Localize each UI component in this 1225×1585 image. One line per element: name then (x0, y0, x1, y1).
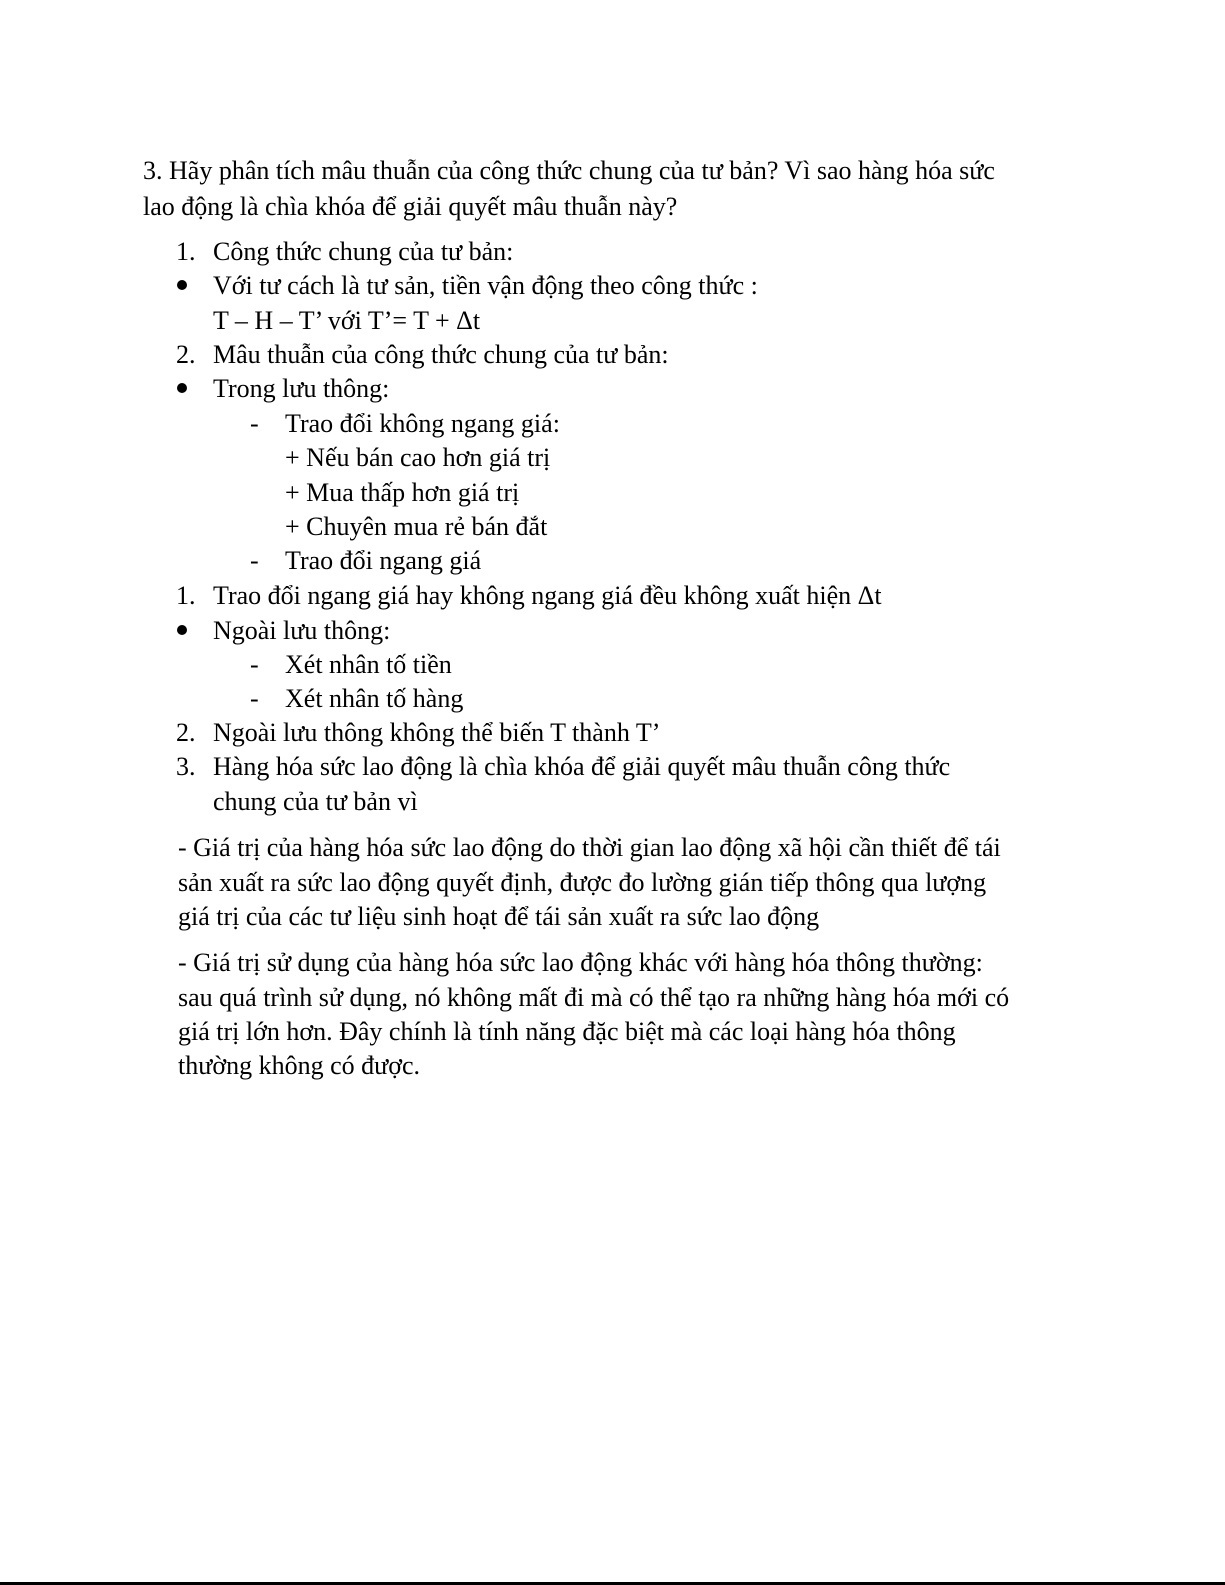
sub-item-equal-exchange: Trao đổi ngang giá (285, 546, 482, 575)
list-item-outside-circulation: Ngoài lưu thông: (213, 616, 391, 645)
paragraph-value-line-2: sản xuất ra sức lao động quyết định, được đo lường gián tiếp thông qua lượng (178, 868, 987, 897)
list-item-formula-heading: Công thức chung của tư bản: (213, 237, 514, 266)
list-item-labor-key-line-2: chung của tư bản vì (213, 787, 418, 816)
sub-point-sell-high: + Nếu bán cao hơn giá trị (285, 443, 551, 472)
bullet-icon (177, 625, 187, 635)
list-item-no-surplus: Trao đổi ngang giá hay không ngang giá đều không xuất hiện Δt (213, 581, 882, 610)
dash-marker: - (250, 684, 259, 713)
paragraph-value-line-1: - Giá trị của hàng hóa sức lao động do thời gian lao động xã hội cần thiết để tái (178, 833, 1001, 862)
bullet-icon (177, 280, 187, 290)
sub-point-buy-cheap-sell-dear: + Chuyên mua rẻ bán đắt (285, 512, 548, 541)
paragraph-use-value-line-4: thường không có được. (178, 1051, 420, 1080)
dash-marker: - (250, 409, 259, 438)
formula-text: T – H – T’ với T’= T + Δt (213, 306, 481, 335)
question-line-2: lao động là chìa khóa để giải quyết mâu thuẫn này? (143, 192, 678, 221)
list-item-contradiction-heading: Mâu thuẫn của công thức chung của tư bản: (213, 340, 669, 369)
list-number-2: 2. (176, 340, 196, 369)
bullet-icon (177, 383, 187, 393)
paragraph-use-value-line-2: sau quá trình sử dụng, nó không mất đi mà có thể tạo ra những hàng hóa mới có (178, 983, 1010, 1012)
list-number-1: 1. (176, 581, 196, 610)
paragraph-value-line-3: giá trị của các tư liệu sinh hoạt để tái sản xuất ra sức lao động (178, 902, 820, 931)
paragraph-use-value-line-1: - Giá trị sử dụng của hàng hóa sức lao động khác với hàng hóa thông thường: (178, 948, 983, 977)
list-item-cannot-transform: Ngoài lưu thông không thể biến T thành T’ (213, 718, 661, 747)
question-line-1: 3. Hãy phân tích mâu thuẫn của công thức chung của tư bản? Vì sao hàng hóa sức (143, 156, 995, 185)
dash-marker: - (250, 650, 259, 679)
list-number-2: 2. (176, 718, 196, 747)
list-number-3: 3. (176, 752, 196, 781)
list-item-formula-desc: Với tư cách là tư sản, tiền vận động theo công thức : (213, 271, 758, 300)
dash-marker: - (250, 546, 259, 575)
sub-item-goods-factor: Xét nhân tố hàng (285, 684, 464, 713)
sub-point-buy-low: + Mua thấp hơn giá trị (285, 478, 520, 507)
paragraph-use-value-line-3: giá trị lớn hơn. Đây chính là tính năng đặc biệt mà các loại hàng hóa thông (178, 1017, 956, 1046)
list-item-in-circulation: Trong lưu thông: (213, 374, 390, 403)
sub-item-unequal-exchange: Trao đổi không ngang giá: (285, 409, 560, 438)
list-item-labor-key-line-1: Hàng hóa sức lao động là chìa khóa để giải quyết mâu thuẫn công thức (213, 752, 951, 781)
list-number-1: 1. (176, 237, 196, 266)
sub-item-money-factor: Xét nhân tố tiền (285, 650, 452, 679)
